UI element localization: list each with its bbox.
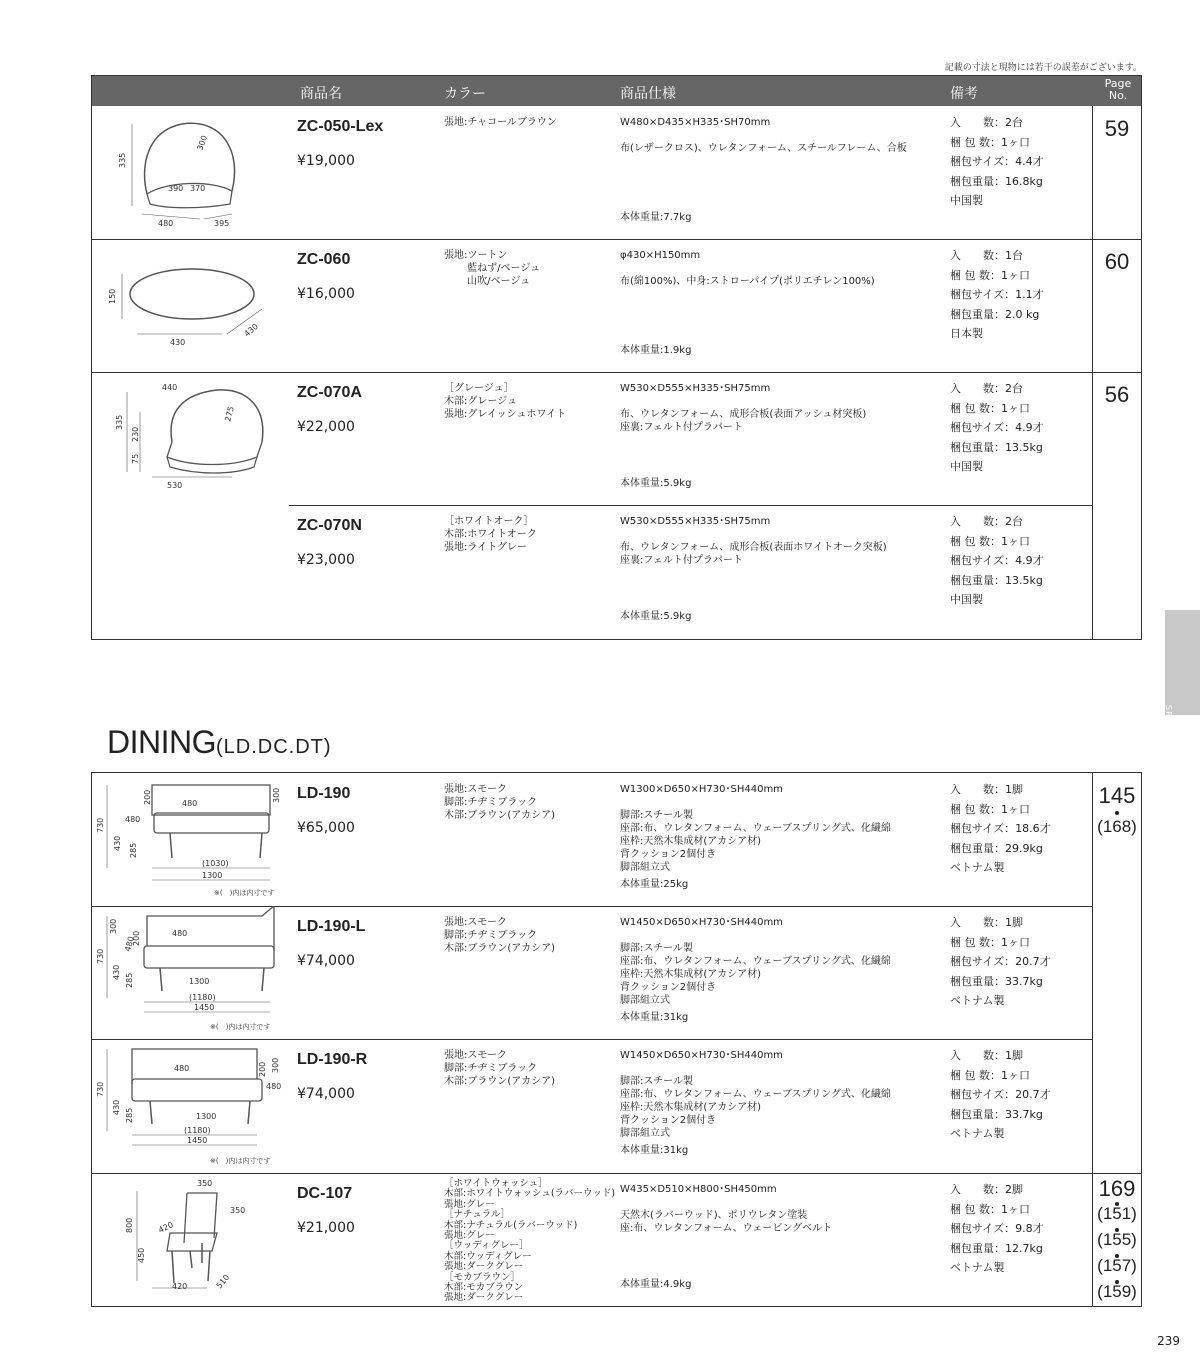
- product-notes: 入 数：2台 梱 包 数：1ヶ口 梱包サイズ：4.9才 梱包重量：13.5kg 中国製: [950, 515, 1044, 606]
- dim-label: 275: [223, 405, 236, 423]
- product-weight: 本体重量:5.9kg: [620, 611, 692, 622]
- dim-label: 440: [162, 383, 178, 392]
- side-tab-label: SPECIFICATIONS: [1164, 705, 1173, 784]
- product-row: [92, 773, 1093, 907]
- product-spec: W530×D555×H335･SH75mm 布、ウレタンフォーム、成形合板(表面ホワイトオーク突板) 座裏:フェルト付プラパート: [620, 516, 887, 566]
- dim-label: 300: [271, 1057, 280, 1073]
- dim-label: 350: [230, 1206, 246, 1215]
- dim-label: (1030): [202, 859, 229, 868]
- dim-label: 420: [172, 1282, 188, 1291]
- page-ref-sub: (155): [1097, 1230, 1137, 1249]
- product-colors: 張地:ツートン 藍ねず/ベージュ 山吹/ベージュ: [444, 250, 541, 287]
- dim-label: 200: [143, 789, 152, 805]
- dim-label: 150: [108, 288, 117, 304]
- dim-label: 395: [214, 219, 230, 228]
- product-notes: 入 数：2台 梱 包 数：1ヶ口 梱包サイズ：4.4才 梱包重量：16.8kg 中国製: [950, 116, 1044, 207]
- dim-label: 1450: [187, 1136, 208, 1145]
- dim-label: 510: [214, 1272, 232, 1291]
- dim-label: 430: [170, 338, 186, 347]
- dim-label: 335: [115, 414, 124, 430]
- header-remarks: 備考: [950, 86, 978, 102]
- dim-label: 420: [157, 1220, 175, 1235]
- dim-label: 480: [172, 929, 188, 938]
- product-row: [92, 239, 1093, 373]
- header-color: カラー: [444, 86, 486, 102]
- dim-label: 430: [113, 835, 122, 851]
- dim-label: 430: [112, 1099, 121, 1115]
- dim-label: 480: [125, 815, 141, 824]
- product-drawing: [92, 906, 287, 1039]
- table-header: [92, 76, 1141, 106]
- dim-label: 285: [125, 1107, 134, 1123]
- product-price: ¥23,000: [297, 552, 355, 568]
- product-notes: 入 数：1脚 梱 包 数：1ヶ口 梱包サイズ：20.7才 梱包重量：33.7kg ベトナム製: [950, 1049, 1051, 1140]
- product-spec: W1450×D650×H730･SH440mm 脚部:スチール製 座部:布、ウレタンフォーム、ウェーブスプリング式、化繊綿 座枠:天然木集成材(アカシア材) 背クッション2個付き 脚部組立式: [620, 1050, 891, 1139]
- page-ref: 145: [1098, 783, 1136, 808]
- dim-label: 430: [112, 964, 121, 980]
- section-title: [107, 724, 332, 761]
- product-colors: ［ホワイトオーク］ 木部:ホワイトオーク 張地:ライトグレー: [444, 516, 537, 553]
- inner-size-note: ※( )内は内寸です: [214, 889, 275, 897]
- dim-label: 200: [132, 930, 141, 946]
- dim-label: 300: [272, 787, 281, 803]
- inner-size-note: ※( )内は内寸です: [210, 1157, 271, 1165]
- product-colors: ［ホワイトウォッシュ］ 木部:ホワイトウォッシュ(ラバーウッド) 張地:グレー ［ナチュラル］ 木部:ナチュラル(ラバーウッド) 張地:グレー ［ウッディグレー］ 木部:ウッディグレー 張地:ダークグレー ［モカブラウン］ 木部:モカブラウン 張地:ダークグレー: [444, 1178, 616, 1304]
- product-colors: 張地:チャコールブラウン: [444, 117, 557, 128]
- dim-label: 480: [266, 1082, 282, 1091]
- page-ref-sub: (151): [1097, 1204, 1137, 1223]
- product-weight: 本体重量:4.9kg: [620, 1279, 692, 1290]
- section-title-sub: (LD.DC.DT): [216, 736, 332, 758]
- dim-label: 480: [182, 799, 198, 808]
- dim-label: 75: [131, 453, 140, 464]
- product-colors: 張地:スモーク 脚部:チヂミブラック 木部:ブラウン(アカシア): [444, 917, 556, 954]
- dim-label: 200: [258, 1061, 267, 1077]
- product-code: ZC-050-Lex: [297, 118, 384, 135]
- header-name: 商品名: [300, 86, 342, 102]
- dim-label: 480: [174, 1064, 190, 1073]
- product-price: ¥16,000: [297, 286, 355, 302]
- section-title-main: DINING: [107, 724, 216, 760]
- product-weight: 本体重量:31kg: [620, 1012, 689, 1023]
- product-notes: 入 数：2脚 梱 包 数：1ヶ口 梱包サイズ：9.8才 梱包重量：12.7kg ベトナム製: [950, 1183, 1044, 1274]
- product-notes: 入 数：1脚 梱 包 数：1ヶ口 梱包サイズ：20.7才 梱包重量：33.7kg ベトナム製: [950, 916, 1051, 1007]
- dim-label: 335: [118, 152, 127, 168]
- page-ref-sub: (168): [1097, 817, 1137, 836]
- top-spec-table: [91, 75, 1142, 640]
- product-drawing: [92, 773, 287, 906]
- dim-label: 390: [168, 184, 184, 193]
- dim-label: (1180): [184, 1126, 211, 1135]
- product-price: ¥21,000: [297, 1220, 355, 1236]
- product-price: ¥65,000: [297, 820, 355, 836]
- product-row: [92, 906, 1093, 1040]
- dim-label: 285: [129, 842, 138, 858]
- dim-label: 370: [190, 184, 206, 193]
- product-drawing: [92, 239, 287, 372]
- product-colors: ［グレージュ］ 木部:グレージュ 張地:グレイッシュホワイト: [444, 383, 567, 420]
- product-code: ZC-070A: [297, 384, 362, 401]
- page-ref-sub: (157): [1097, 1256, 1137, 1275]
- product-code: ZC-070N: [297, 517, 362, 534]
- dim-label: 480: [123, 935, 136, 953]
- dim-label: 230: [131, 426, 140, 442]
- product-spec: W435×D510×H800･SH450mm 天然木(ラバーウッド)、ポリウレタン塗装 座:布、ウレタンフォーム、ウェービングベルト: [620, 1184, 833, 1234]
- product-code: LD-190-L: [297, 918, 366, 935]
- product-weight: 本体重量:31kg: [620, 1145, 689, 1156]
- disclaimer-note: 記載の寸法と現物には若干の誤差がございます。: [944, 63, 1142, 73]
- product-price: ¥74,000: [297, 953, 355, 969]
- product-spec: W530×D555×H335･SH75mm 布、ウレタンフォーム、成形合板(表面アッシュ材突板) 座裏:フェルト付プラパート: [620, 383, 867, 433]
- product-spec: W1450×D650×H730･SH440mm 脚部:スチール製 座部:布、ウレタンフォーム、ウェーブスプリング式、化繊綿 座枠:天然木集成材(アカシア材) 背クッション2個付き 脚部組立式: [620, 917, 891, 1006]
- product-price: ¥74,000: [297, 1086, 355, 1102]
- product-code: ZC-060: [297, 251, 351, 268]
- page-ref: 56: [1104, 382, 1130, 407]
- page-ref: 60: [1104, 249, 1130, 274]
- product-weight: 本体重量:25kg: [620, 879, 689, 890]
- product-row: [92, 372, 1093, 505]
- dim-label: 800: [125, 1217, 134, 1233]
- dim-label: 1300: [189, 977, 210, 986]
- product-price: ¥22,000: [297, 419, 355, 435]
- dim-label: 730: [96, 1081, 105, 1097]
- product-colors: 張地:スモーク 脚部:チヂミブラック 木部:ブラウン(アカシア): [444, 1050, 556, 1087]
- product-code: DC-107: [297, 1185, 353, 1202]
- product-drawing: [92, 1039, 287, 1173]
- dim-label: 300: [195, 134, 210, 152]
- dim-label: 285: [125, 972, 134, 988]
- dim-label: 730: [96, 817, 105, 833]
- dim-label: 730: [96, 948, 105, 964]
- product-weight: 本体重量:5.9kg: [620, 478, 692, 489]
- product-colors: 張地:スモーク 脚部:チヂミブラック 木部:ブラウン(アカシア): [444, 784, 556, 821]
- product-spec: W480×D435×H335･SH70mm 布(レザークロス)、ウレタンフォーム、スチールフレーム、合板: [620, 117, 907, 154]
- inner-size-note: ※( )内は内寸です: [210, 1023, 271, 1031]
- dim-label: 1300: [196, 1112, 217, 1121]
- dim-label: 430: [242, 321, 260, 339]
- product-spec: φ430×H150mm 布(綿100%)、中身:ストローパイプ(ポリエチレン100%): [620, 250, 875, 287]
- specifications-side-tab[interactable]: [1164, 610, 1200, 784]
- dim-label: 350: [197, 1179, 213, 1188]
- dim-label: 300: [109, 918, 118, 934]
- product-price: ¥19,000: [297, 153, 355, 169]
- product-notes: 入 数：1台 梱 包 数：1ヶ口 梱包サイズ：1.1才 梱包重量：2.0 kg 日本製: [950, 249, 1044, 340]
- product-drawing: [92, 1173, 287, 1307]
- dim-label: 530: [167, 481, 183, 490]
- product-notes: 入 数：1脚 梱 包 数：1ヶ口 梱包サイズ：18.6才 梱包重量：29.9kg ベトナム製: [950, 783, 1051, 874]
- page-column: [1092, 106, 1141, 639]
- dim-label: 1300: [202, 871, 223, 880]
- page-ref: 169: [1098, 1176, 1136, 1201]
- product-row: [92, 1173, 1093, 1307]
- page-column: [1092, 773, 1141, 1306]
- product-row: [92, 505, 1093, 638]
- dim-label: 480: [158, 219, 174, 228]
- header-page: Page No.: [1104, 77, 1132, 102]
- page-number: 239: [1157, 1334, 1180, 1348]
- product-spec: W1300×D650×H730･SH440mm 脚部:スチール製 座部:布、ウレタンフォーム、ウェーブスプリング式、化繊綿 座枠:天然木集成材(アカシア材) 背クッション2個付き 脚部組立式: [620, 784, 891, 873]
- product-code: LD-190: [297, 785, 351, 802]
- product-drawing: [92, 372, 287, 505]
- dining-spec-table: [91, 772, 1142, 1307]
- product-row: [92, 106, 1093, 240]
- dim-label: (1180): [189, 993, 216, 1002]
- product-weight: 本体重量:1.9kg: [620, 345, 692, 356]
- page-ref-sub: (159): [1097, 1282, 1137, 1301]
- page-ref: 59: [1104, 116, 1130, 141]
- dim-label: 1450: [194, 1003, 215, 1012]
- product-row: [92, 1039, 1093, 1174]
- dim-label: 450: [137, 1247, 146, 1263]
- product-code: LD-190-R: [297, 1051, 368, 1068]
- product-notes: 入 数：2台 梱 包 数：1ヶ口 梱包サイズ：4.9才 梱包重量：13.5kg 中国製: [950, 382, 1044, 473]
- product-weight: 本体重量:7.7kg: [620, 212, 692, 223]
- header-spec: 商品仕様: [620, 86, 676, 102]
- product-drawing: [92, 106, 287, 239]
